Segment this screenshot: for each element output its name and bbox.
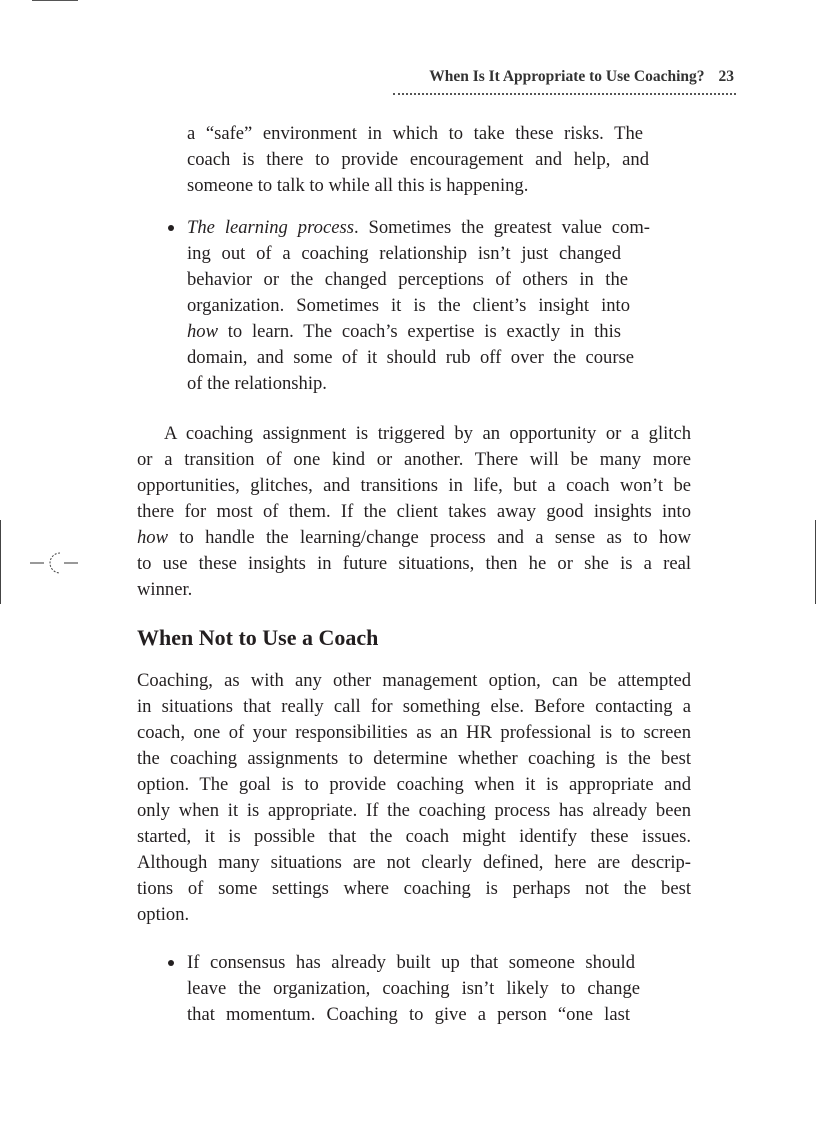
text-line: leave the organization, coaching isn’t likely to change <box>187 978 640 999</box>
text-line: opportunities, glitches, and transitions in life, but a coach won’t be <box>137 475 691 496</box>
text-line: coach is there to provide encouragement and help, and <box>187 149 649 170</box>
text-line: in situations that really call for something else. Before contacting a <box>137 696 691 717</box>
text-line: the coaching assignments to determine whether coaching is the best <box>137 748 691 769</box>
header-dotted-rule <box>393 93 736 95</box>
bullet-icon <box>168 960 174 966</box>
bullet-icon <box>168 225 174 231</box>
text-line: of the relationship. <box>187 373 327 394</box>
text-line: If consensus has already built up that someone should <box>187 952 635 973</box>
running-header-title: When Is It Appropriate to Use Coaching? <box>429 68 705 85</box>
text-line <box>187 215 650 241</box>
text-line: or a transition of one kind or another. There will be many more <box>137 449 691 470</box>
text-line <box>137 525 691 551</box>
word-emphasis: how <box>187 321 218 342</box>
page-number: 23 <box>718 68 734 85</box>
text-line: to use these insights in future situations, then he or she is a real <box>137 553 691 574</box>
text-line: organization. Sometimes it is the client’s insight into <box>187 295 630 316</box>
text-line: that momentum. Coaching to give a person “one last <box>187 1004 630 1025</box>
running-header <box>429 68 734 86</box>
text-line: only when it is appropriate. If the coaching process has already been <box>137 800 691 821</box>
registration-mark-icon <box>30 548 80 578</box>
text-line <box>187 319 621 345</box>
text-line: coach, one of your responsibilities as an HR professional is to screen <box>137 722 691 743</box>
text-span: to learn. The coach’s expertise is exactly in this <box>218 321 621 342</box>
text-line: tions of some settings where coaching is perhaps not the best <box>137 878 691 899</box>
text-line: Although many situations are not clearly defined, here are descrip- <box>137 852 691 873</box>
section-heading: When Not to Use a Coach <box>137 625 379 650</box>
text-span: to handle the learning/change process and a sense as to how <box>168 527 691 548</box>
text-line: winner. <box>137 579 193 600</box>
text-line: someone to talk to while all this is happening. <box>187 175 529 196</box>
top-edge-rule <box>32 0 78 1</box>
text-line: option. <box>137 904 190 925</box>
text-line: ing out of a coaching relationship isn’t just changed <box>187 243 621 264</box>
text-line: A coaching assignment is triggered by an opportunity or a glitch <box>164 423 691 444</box>
text-line: domain, and some of it should rub off over the course <box>187 347 634 368</box>
text-line: Coaching, as with any other management option, can be attempted <box>137 670 691 691</box>
left-margin-line <box>0 520 1 604</box>
word-emphasis: how <box>137 527 168 548</box>
text-line: option. The goal is to provide coaching when it is appropriate and <box>137 774 691 795</box>
text-line: started, it is possible that the coach might identify these issues. <box>137 826 691 847</box>
text-line: a “safe” environment in which to take these risks. The <box>187 123 643 144</box>
text-span: . Sometimes the greatest value com- <box>353 217 650 238</box>
text-line: there for most of them. If the client takes away good insights into <box>137 501 691 522</box>
term-emphasis: The learning process <box>187 217 354 238</box>
text-line: behavior or the changed perceptions of others in the <box>187 269 628 290</box>
